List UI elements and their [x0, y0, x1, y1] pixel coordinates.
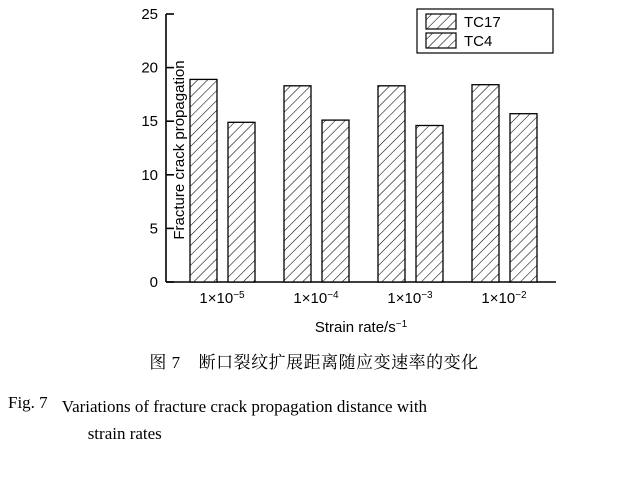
- bar-tc17-2: [284, 86, 311, 282]
- x-tick-label-4: $1\times 10^{-2}$: [481, 289, 527, 307]
- bar-tc4-2: [322, 120, 349, 282]
- caption-english: [0, 393, 628, 447]
- legend: [417, 9, 553, 53]
- bar-tc4-1: [228, 122, 255, 282]
- bar-tc17-3: [378, 86, 405, 282]
- bar-tc4-4: [510, 114, 537, 282]
- caption-chinese: [0, 348, 628, 373]
- x-tick-label-1: $1\times 10^{-5}$: [199, 289, 245, 307]
- y-axis-tick-labels: [141, 6, 158, 291]
- bar-group-1: [190, 79, 255, 282]
- y-axis-ticks: [166, 14, 174, 282]
- x-tick-label-2: $1\times 10^{-4}$: [293, 289, 339, 307]
- bar-group-4: [472, 85, 537, 282]
- legend-swatch-tc17: [426, 14, 456, 29]
- svg-text:15: 15: [141, 113, 158, 131]
- legend-label-tc17: TC17: [464, 14, 501, 31]
- bar-group-3: [378, 86, 443, 282]
- caption-en-line1: Variations of fracture crack propagation distance with: [61, 397, 428, 416]
- legend-label-tc4: TC4: [464, 33, 493, 50]
- bar-tc17-1: [190, 79, 217, 282]
- x-axis-title: Strain rate/$s^{-1}$: [314, 318, 408, 336]
- bar-tc17-4: [472, 85, 499, 282]
- caption-cn-label: 图 7: [149, 353, 181, 372]
- svg-text:20: 20: [141, 59, 158, 77]
- caption-cn-text: 断口裂纹扩展距离随应变速率的变化: [198, 353, 479, 372]
- bar-tc4-3: [416, 126, 443, 283]
- x-tick-label-3: $1\times 10^{-3}$: [387, 289, 433, 307]
- svg-text:5: 5: [149, 220, 158, 238]
- bar-group-2: [284, 86, 349, 282]
- caption-en-label: Fig. 7: [8, 393, 48, 412]
- svg-text:25: 25: [141, 6, 158, 23]
- caption-en-text: [62, 393, 616, 447]
- caption-en-line2: strain rates: [87, 424, 162, 443]
- legend-swatch-tc4: [426, 33, 456, 48]
- svg-text:0: 0: [149, 274, 158, 291]
- figure-caption: [0, 348, 628, 447]
- x-axis-tick-labels: [199, 290, 527, 308]
- svg-text:10: 10: [141, 166, 158, 184]
- y-axis-title-line1: Fracture crack propagation: [171, 60, 188, 240]
